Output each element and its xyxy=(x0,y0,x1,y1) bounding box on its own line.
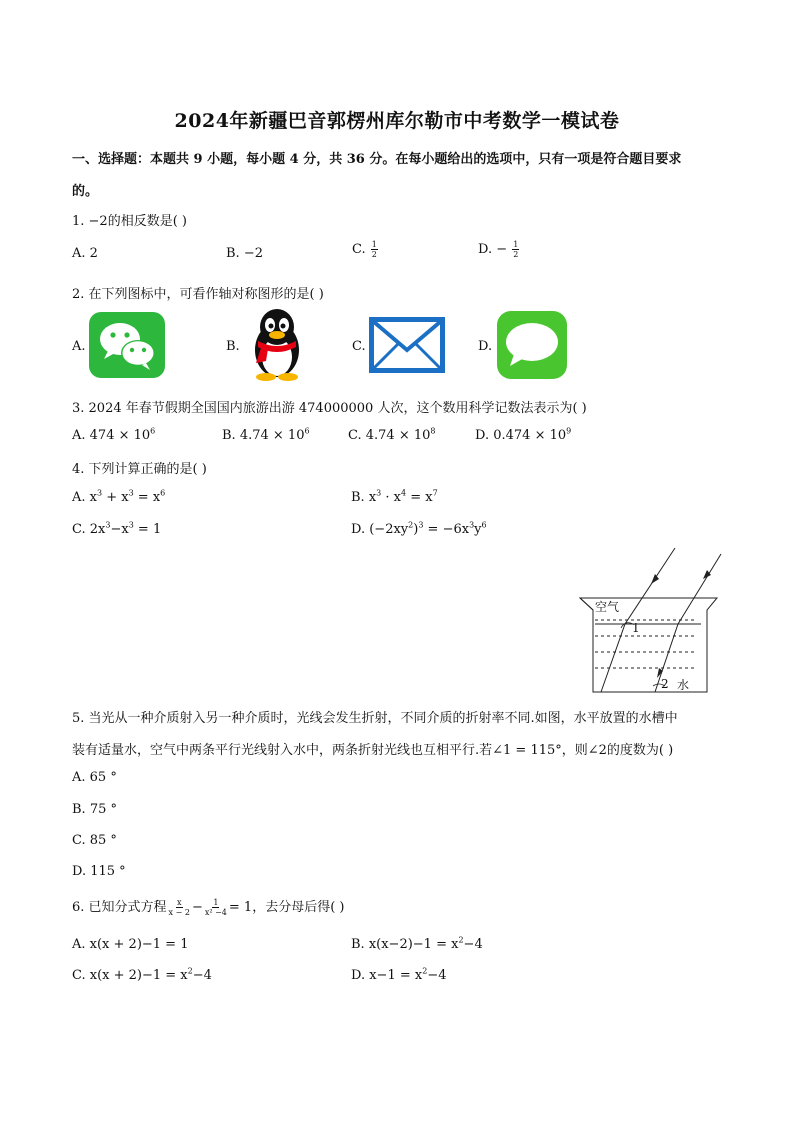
fraction-denominator: x − 2 xyxy=(168,908,190,917)
refraction-diagram xyxy=(575,546,725,696)
q2-option-a-label: A. xyxy=(72,339,86,354)
q3-d-exponent: 9 xyxy=(566,426,572,436)
q1-option-c-prefix: C. xyxy=(352,242,366,257)
fraction-numerator: 1 xyxy=(213,898,219,907)
expr-part: −x xyxy=(110,522,129,537)
section-heading-cont: 的。 xyxy=(72,184,99,199)
fraction-denominator: x² −4 xyxy=(204,908,227,917)
question-2-stem: 2. 在下列图标中，可看作轴对称图形的是( ) xyxy=(72,287,324,302)
fraction-numerator: x xyxy=(176,898,182,907)
water-label: 水 xyxy=(677,678,690,692)
q1-option-d-prefix: D. − xyxy=(478,242,508,257)
q6-option-d xyxy=(351,968,446,983)
expr-exponent: 3 xyxy=(418,520,424,530)
expr-part: −4 xyxy=(463,937,483,952)
expr-part: = x xyxy=(406,490,433,505)
q4-option-a xyxy=(72,490,165,505)
q1-option-d-fraction xyxy=(512,240,519,259)
wechat-icon xyxy=(88,311,166,379)
q4-option-d xyxy=(351,522,487,537)
expr-exponent: 2 xyxy=(187,966,193,976)
q2-option-b-label: B. xyxy=(226,339,240,354)
page-title: 2024年新疆巴音郭楞州库尔勒市中考数学一模试卷 xyxy=(174,110,620,132)
expr-part: D. x−1 = x xyxy=(351,968,423,983)
q5-option-c: C. 85 ° xyxy=(72,833,117,848)
q2-option-c-label: C. xyxy=(352,339,366,354)
expr-part: C. 2x xyxy=(72,522,106,537)
expr-part: · x xyxy=(381,490,401,505)
expr-exponent: 2 xyxy=(422,966,428,976)
q3-c-base: C. 4.74 × 10 xyxy=(348,428,431,443)
expr-part: B. x(x−2)−1 = x xyxy=(351,937,459,952)
qq-penguin-icon xyxy=(244,305,310,381)
question-6-stem xyxy=(72,896,344,917)
q1-option-a: A. 2 xyxy=(72,246,98,261)
angle-1-label: 1 xyxy=(632,621,640,635)
expr-exponent: 4 xyxy=(400,488,407,498)
angle-2-label: 2 xyxy=(661,677,669,691)
q4-option-c xyxy=(72,522,161,537)
expr-part: = x xyxy=(133,490,161,505)
q5-option-b: B. 75 ° xyxy=(72,802,117,817)
q3-a-base: A. 474 × 10 xyxy=(72,428,151,443)
fraction-numerator: 1 xyxy=(513,240,519,249)
message-bubble-icon xyxy=(496,310,568,380)
q3-b-base: B. 4.74 × 10 xyxy=(222,428,305,443)
q3-option-a xyxy=(72,428,155,443)
q6-stem-prefix: 6. 已知分式方程 xyxy=(72,900,167,915)
expr-part: B. x xyxy=(351,490,377,505)
expr-part: = 1 xyxy=(133,522,162,537)
fraction-denominator: 2 xyxy=(513,250,519,259)
expr-exponent: 3 xyxy=(376,488,382,498)
expr-exponent: 7 xyxy=(432,488,438,498)
fraction-denominator: 2 xyxy=(371,250,377,259)
expr-part: D. (−2xy xyxy=(351,522,409,537)
q3-b-exponent: 6 xyxy=(304,426,310,436)
air-label: 空气 xyxy=(595,600,620,614)
expr-part: + x xyxy=(102,490,129,505)
q6-option-b xyxy=(351,937,483,952)
q1-option-c xyxy=(352,240,379,259)
expr-part: ) xyxy=(413,522,419,537)
question-5-stem-line1: 5. 当光从一种介质射入另一种介质时，光线会发生折射，不同介质的折射率不同.如图，水平放置的水槽中 xyxy=(72,711,678,726)
section-heading: 一、选择题：本题共 9 小题，每小题 4 分，共 36 分。在每小题给出的选项中，只有一项是符合题目要求 xyxy=(72,152,682,167)
expr-exponent: 2 xyxy=(408,520,414,530)
q6-fraction-2 xyxy=(204,898,228,917)
fraction-numerator: 1 xyxy=(371,240,377,249)
question-4-stem: 4. 下列计算正确的是( ) xyxy=(72,462,207,477)
q3-c-exponent: 8 xyxy=(430,426,436,436)
q6-fraction-1 xyxy=(168,898,191,917)
expr-exponent: 3 xyxy=(105,520,111,530)
expr-exponent: 3 xyxy=(128,520,134,530)
q3-d-base: D. 0.474 × 10 xyxy=(475,428,567,443)
q1-option-b: B. −2 xyxy=(226,246,263,261)
question-3-stem: 3. 2024 年春节假期全国国内旅游出游 474000000 人次，这个数用科学记数法表示为( ) xyxy=(72,401,587,416)
expr-part: A. x xyxy=(72,490,97,505)
expr-part: −4 xyxy=(427,968,447,983)
q6-stem-suffix: = 1，去分母后得( ) xyxy=(228,900,345,915)
expr-exponent: 6 xyxy=(160,488,166,498)
q5-option-a: A. 65 ° xyxy=(72,770,117,785)
expr-exponent: 3 xyxy=(128,488,134,498)
q3-a-exponent: 6 xyxy=(150,426,156,436)
expr-part: y xyxy=(474,522,482,537)
q2-option-d-label: D. xyxy=(478,339,493,354)
expr-part: −4 xyxy=(192,968,212,983)
expr-part: = −6x xyxy=(423,522,470,537)
q5-option-d: D. 115 ° xyxy=(72,864,126,879)
q1-option-c-fraction xyxy=(371,240,378,259)
question-5-stem-line2: 装有适量水，空气中两条平行光线射入水中，两条折射光线也互相平行.若∠1 = 115°，则∠2的度数为( ) xyxy=(72,743,674,758)
expr-exponent: 3 xyxy=(96,488,103,498)
q6-option-a: A. x(x + 2)−1 = 1 xyxy=(72,937,189,952)
q4-option-b xyxy=(351,490,438,505)
q1-option-d xyxy=(478,240,520,259)
expr-exponent: 6 xyxy=(481,520,487,530)
q6-minus: − xyxy=(191,900,203,915)
q6-option-c xyxy=(72,968,212,983)
question-1-stem: 1. −2的相反数是( ) xyxy=(72,214,187,229)
mail-envelope-icon xyxy=(368,316,446,374)
expr-exponent: 2 xyxy=(458,935,464,945)
q3-option-d xyxy=(475,428,571,443)
expr-part: C. x(x + 2)−1 = x xyxy=(72,968,188,983)
expr-exponent: 3 xyxy=(469,520,475,530)
q3-option-c xyxy=(348,428,436,443)
q3-option-b xyxy=(222,428,310,443)
